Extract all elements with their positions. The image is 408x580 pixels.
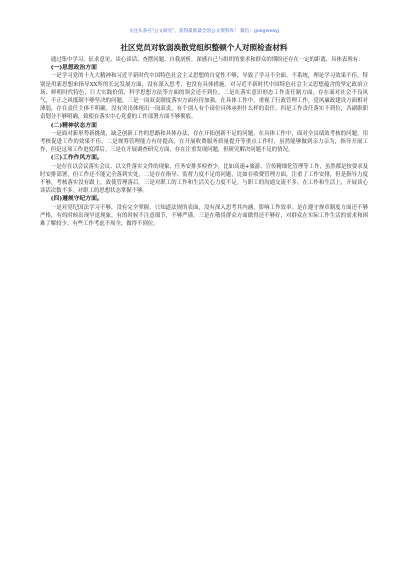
intro-paragraph: 通过集中学习、征求意见、谈心谈话、查摆问题、自我剖析，深感自己与组织的要求和群众的期盼还存在一定的距离，具体表现有：: [50, 57, 364, 63]
section-paragraph: 一是面对新形势新挑战，缺乏创新工作的思路和具体办法，存在开拓创新不足的问题。在具体工作中，面对全员绩效考核的问题，用考核促进工作的效果不佳。二是规筹管理能力有待提高，在开展收费服务质量提升等重点工作时，虽然能够做到亲力亲为，指导开展工作，但是这项工作进度滞后。三是在开展调查研究方面，存在注重发现问题，但研究解决问题不足的情况。: [40, 130, 368, 154]
section-heading-work-style: (三)工作作风方面。: [50, 155, 103, 162]
document-title: 社区党员对软弱涣散党组织整顿个人对照检查材料: [120, 43, 288, 52]
section-paragraph: 一是学习党的十九大精神和习近平新时代中国特色社会主义思想的自觉性不够，导致了学习不全面、不系统，理论学习效果不佳。特别是用新思想来指导XX所的长远发展方面，没有深入思考，也没有具体措施。对习近平新时代中国特色社会主义思想蕴含的坚定政治立场、鲜明时代特色、巨大实践价值、科学思想方法等方面的领会还不到位。二是在落实意识形态工作责任制方面，存在面对社会不良风气、不正之风抵制不够坚决的问题，三是一岗双责制度落实方面有待加强，在具体工作中，重视了行政管理工作，党风廉政建设方面相对薄弱，存在责任主体不明确，没有突出体现出一岗双责，有个别人有个岗位具体承担什么样的责任。四是工作责任落实不到位，各副职职责划分不够明确，致使在落实中心党委的工作部署方面不够彻底。: [40, 73, 368, 121]
section-paragraph: 一是存在以会议落实会议、以文件落实文件的现象，任务安排多检查少，比如高速+旅游、宣传精细化管理等工作，虽然都是按要求及时安排部署，但工作还不能完全落到实处。二是存在指导、监督力度不足的问题，比如在收费管理方面，注重了工作安排，但是指导力度不够，考核落实没有跟上，致使管理落后。三是对职工的工作和生活关心力度不足。与职工的沟通交流不多，在工作和生活上，开展谈心谈话次数不多，对职工的思想状态掌握不够。: [40, 163, 368, 195]
section-paragraph: 一是对党纪国法学习不够，没有完全掌握。只知道法规的表面，没有深入思考其内涵，影响工作效率。是在遵守规章制度方面还不够严格，有的时候出现早退现象，有的时候不注意细节，不够严谨。三是在敬畏群众方面做得还不够好，对群众在实际工作生活的需求和困难了解较少，有些工作考虑不周全，做得不到位。: [40, 204, 368, 228]
section-heading-mental-state: (二)精神状态方面: [50, 122, 97, 129]
source-banner: 关注头条号"公文研究"，获得最新最全的公文资料库！ 微信：gongwenyj: [128, 29, 280, 34]
section-heading-ideology: (一)思想政治方面: [50, 65, 97, 72]
section-heading-discipline: (四)遵规守纪方面。: [50, 196, 103, 203]
document-body: [40, 56, 368, 228]
